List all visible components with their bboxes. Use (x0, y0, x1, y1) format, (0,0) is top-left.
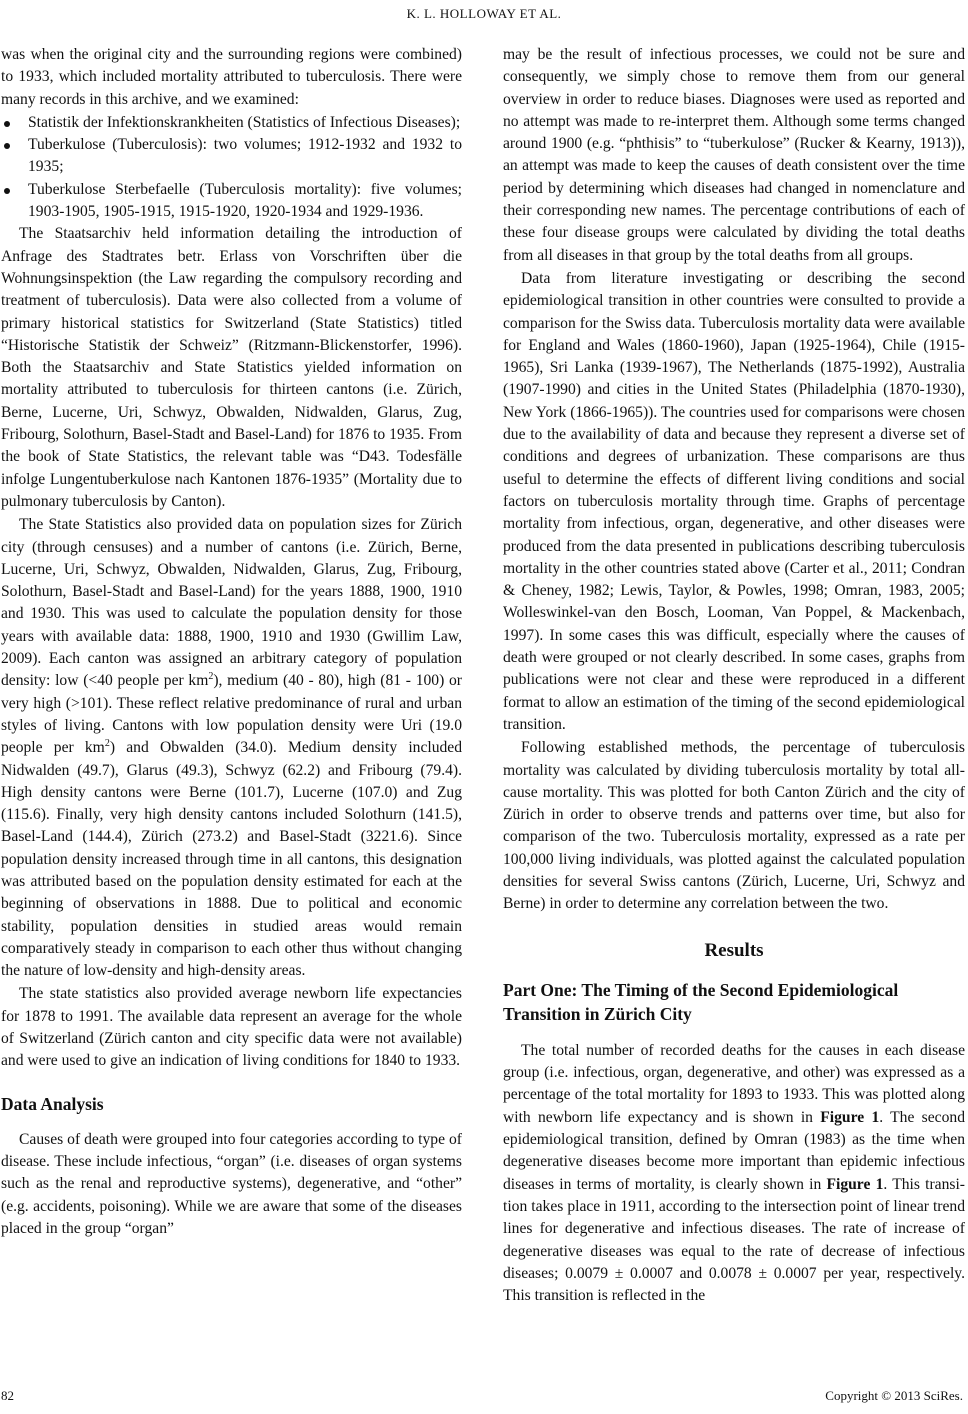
right-column (503, 44, 965, 1308)
superscript: 2 (104, 738, 110, 750)
paragraph: Following established methods, the percentage of tuberculosis mortality was calculated by dividing tuberculosis mortality by total all-cause mortality. This was plotted for both Canton Zürich and the city of Zürich in order to observe trends and patterns over time, but also for comparison of the two. Tuberculosis mortality, expressed as a rate per 100,000 living individuals, was plotted against the calculated population densities for several Swiss cantons (Zürich, Lucerne, Uri, Schwyz and Berne) in order to determine any correlation between the two. (503, 739, 965, 913)
paragraph: The state statistics also provided average newborn life expectancies for 1878 to 1991. The available data represent an average for the whole of Switzerland (Zürich canton and city specific data were not available) and were used to give an indication of living conditions for 1840 to 1933. (1, 985, 462, 1070)
bullet-icon (4, 188, 10, 194)
paragraph: The Staatsarchiv held information detailing the introduction of Anfrage des Stadtrates betr. Erlass von Vorschriften über die Wohnungsinspektion (the Law regarding the compulsory recording and treatment of tuberculosis). Data were also collected from a volume of primary historical statistics for Switzerland (State Statistics) titled “Historische Statistik der Schweiz” (Ritzmann-Blickenstorfer, 1996). Both the Staatsarchiv and State Statistics yielded information on mortality attributed to tuberculosis for thirteen cantons (i.e. Zürich, Berne, Lucerne, Uri, Schwyz, Obwalden, Nidwalden, Glarus, Zug, Fribourg, Solothurn, Basel-Stadt and Basel-Land) for 1876 to 1935. From the book of State Statistics, the relevant table was “D43. Todesfälle infolge Lungentuberkulose nach Kantonen 1876-1935” (Mortality due to pulmonary tuberculosis by Canton). (1, 225, 462, 510)
list-item-text: Tuberkulose (Tuberculosis): two volumes; 1912-1932 and 1932 to 1935; (28, 136, 462, 176)
results-heading: Results (704, 939, 764, 961)
part-heading: Part One: The Timing of the Second Epidemiological Transition in Zürich City (503, 979, 899, 1024)
list-item-text: Statistik der Infektionskrankheiten (Statistics of Infectious Diseases); (28, 113, 461, 131)
left-column (1, 44, 462, 1241)
running-head: K. L. HOLLOWAY ET AL. (406, 6, 562, 21)
list-item (1, 179, 462, 224)
copyright-notice: Copyright © 2013 SciRes. (825, 1388, 963, 1403)
section-title: Data Analysis (1, 1093, 104, 1114)
list-item-text: Tuberkulose Sterbefaelle (Tuberculosis mortality): five volumes; 1903-1905, 1905-1915, 1915-1920, 1920-1934 and 1929-1936. (28, 180, 462, 221)
list-item (1, 112, 462, 134)
paragraph: was when the original city and the surrounding regions were combined) to 1933, which included mortality attributed to tuberculosis. There were many records in this archive, and we examined: (1, 46, 462, 108)
archive-list (1, 112, 462, 223)
paragraph: The total number of recorded deaths for the causes in each disease group (i.e. infectious, organ, degenerative, and other) was expressed as a percentage of the total mortality for 1893 to 1933. This was plotted along with newborn life expectancy and is shown in Figure 1. The second epidemiological transition, defined by Omran (1983) as the time when degenerative diseases become more important than epidemic infectious diseases in terms of mortality, is clearly shown in Figure 1. This transition takes place in 1911, according to the intersection point of linear trend lines for degenerative and infectious diseases. The rate of increase of degenerative diseases was equal to the rate of decrease of infectious diseases; 0.0079 ± 0.0007 and 0.0078 ± 0.0007 per year, respectively. This transition is reflected in the (503, 1041, 965, 1305)
list-item (1, 134, 462, 179)
figure-reference[interactable]: Figure 1 (826, 1175, 884, 1193)
bullet-icon (4, 143, 10, 149)
paragraph: may be the result of infectious processes, we could not be sure and consequently, we simply chose to remove them from our general overview in order to reduce biases. Diagnoses were used as reported and no attempt was made to re-interpret them. Although some terms changed around 1900 (e.g. “phthisis” to “tuberkulose” (Rucker & Kearny, 1913)), an attempt was made to keep the causes of death consistent over the time period by determining which diseases had changed in nomenclature and their corresponding new names. The percentage contributions of each of these four disease groups were calculated by dividing the total deaths from all diseases in that group by the total deaths from all groups. (503, 46, 965, 264)
paragraph: Data from literature investigating or describing the second epidemiological transition in other countries were consulted to provide a comparison for the Swiss data. Tuberculosis mortality data were available for England and Wales (1860-1960), Japan (1925-1964), Chile (1915-1965), Sri Lanka (1939-1967), The Netherlands (1875-1992), Australia (1907-1990) and cities in the United States (Philadelphia (1870-1930), New York (1866-1965)). The countries used for comparisons were chosen due to the availability of data and because they represent a diverse set of conditions and degrees of urbanization. These comparisons are thus useful to determine the effects of different living conditions and social factors on tuberculosis mortality through time. Graphs of percentage mortality from infectious, organ, degenerative, and other diseases were produced from the data presented in publications describing tuberculosis mortality in the other countries stated above (Carter et al., 2011; Condran & Cheney, 1982; Lewis, Taylor, & Powles, 1998; Omran, 1983, 2005; Wolleswinkel-van den Bosch, Looman, Van Poppel, & Mackenbach, 1997). In some cases this was difficult, especially where the causes of death were grouped or not clearly described. In some cases, graphs from publications were not clear and these were reproduced in a different format to allow an estimation of the timing of the second epidemiological transition. (503, 269, 965, 733)
page-number: 82 (1, 1388, 14, 1403)
superscript: 2 (208, 671, 214, 683)
figure-reference[interactable]: Figure 1 (820, 1108, 880, 1126)
bullet-icon (4, 121, 10, 127)
paragraph: Causes of death were grouped into four categories according to type of disease. These include infectious, “organ” (i.e. diseases of organ systems such as the renal and reproductive systems), degenerative, and “other” (e.g. accidents, poisoning). While we are aware that some of the diseases placed in the group “organ” (1, 1130, 462, 1237)
paragraph: The State Statistics also provided data on population sizes for Zürich city (through censuses) and a number of cantons (i.e. Zürich, Berne, Lucerne, Uri, Schwyz, Obwalden, Nidwalden, Glarus, Zug, Fribourg, Solothurn, Basel-Stadt and Basel-Land) for the years 1888, 1900, 1910 and 1930. This was used to calculate the population density for those years with available data: 1888, 1900, 1910 and 1930 (Gwillim Law, 2009). Each canton was assigned an arbitrary category of population density: low (<40 people per $km^2$), medium (40 - 80), high (81 - 100) or very high (>101). These reflect relative predominance of rural and urban styles of living. Cantons with low population density were Uri (19.0 people per $km^2$) and Obwalden (34.0). Medium density included Nidwalden (49.7), Glarus (49.3), Schwyz (62.2) and Fribourg (79.4). High density cantons were Berne (101.7), Lucerne (107.0) and Zug (115.6). Finally, very high density cantons included Solothurn (141.5), Basel-Land (144.4), Zürich (273.2) and Basel-Stadt (3221.6). Since population density increased through time in all cantons, this designation was attributed based on the population density estimated for each at the beginning of observations in 1888. Due to political and economic stability, population densities in studied areas would remain comparatively steady in comparison to each other thus without changing the nature of low-density and high-density areas. (1, 516, 463, 980)
